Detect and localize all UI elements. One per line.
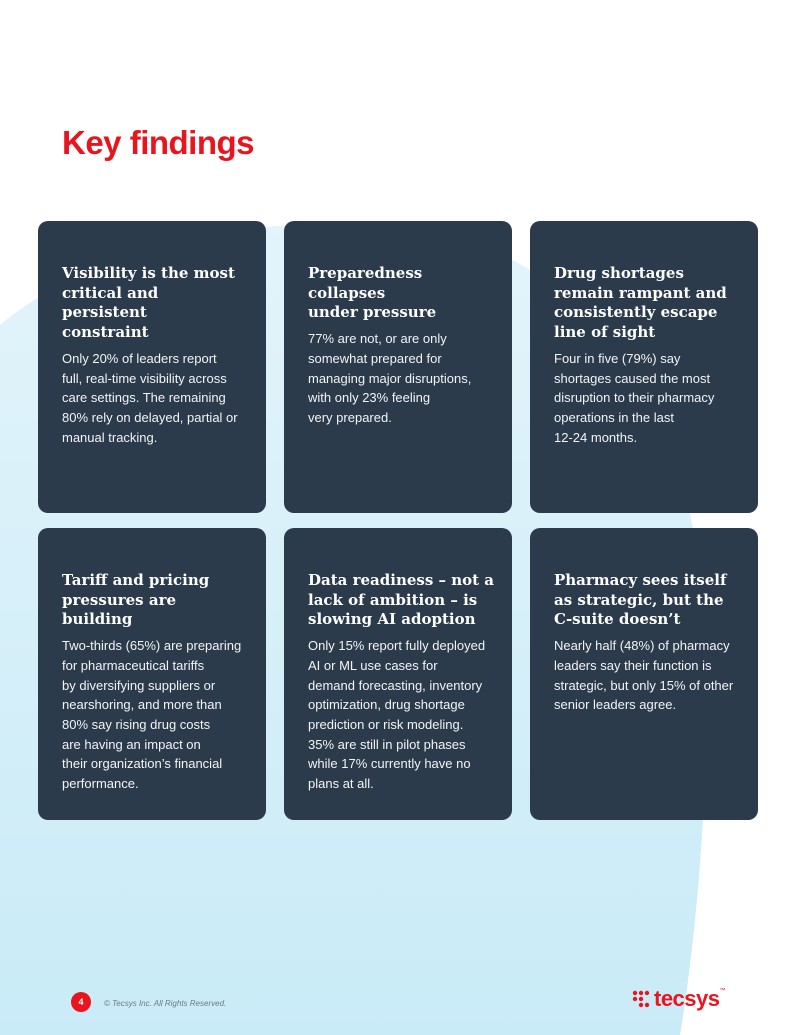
body-line: full, real-time visibility across <box>62 370 227 386</box>
card-body <box>308 329 494 428</box>
finding-card-data-readiness <box>284 528 512 820</box>
title-line: constraint <box>62 323 149 342</box>
body-line: 77% are not, or are only <box>308 331 447 347</box>
logo-trademark: ™ <box>719 988 726 994</box>
body-line: their organization’s financial <box>62 756 223 772</box>
body-line: nearshoring, and more than <box>62 697 222 713</box>
title-line: Tariff and pricing <box>62 571 210 589</box>
card-title <box>308 571 494 630</box>
title-line: remain rampant and <box>554 283 727 302</box>
body-line: 80% rely on delayed, partial or <box>62 409 238 425</box>
title-line: lack of ambition – is <box>308 590 478 609</box>
body-line: by diversifying suppliers or <box>62 677 216 693</box>
body-line: 35% are still in pilot phases <box>308 736 466 752</box>
card-body <box>62 636 248 794</box>
tecsys-dots-icon <box>632 990 652 1008</box>
title-line: as strategic, but the <box>554 590 724 609</box>
body-line: performance. <box>62 776 139 792</box>
body-line: with only 23% feeling <box>308 390 431 406</box>
body-line: Only 20% of leaders report <box>62 350 217 366</box>
body-line: demand forecasting, inventory <box>308 677 483 693</box>
page-number-badge: 4 <box>71 992 91 1012</box>
card-title <box>308 264 494 323</box>
body-line: care settings. The remaining <box>62 390 226 406</box>
body-line: optimization, drug shortage <box>308 697 465 713</box>
body-line: managing major disruptions, <box>308 370 472 386</box>
body-line: strategic, but only 15% of other <box>554 677 734 693</box>
body-line: Four in five (79%) say <box>554 350 681 366</box>
finding-card-preparedness <box>284 221 512 513</box>
finding-card-tariff-pricing <box>38 528 266 820</box>
body-line: Only 15% report fully deployed <box>308 638 486 654</box>
body-line: Two-thirds (65%) are preparing <box>62 638 242 654</box>
title-line: C-suite doesn’t <box>554 610 681 629</box>
body-line: plans at all. <box>308 776 374 792</box>
title-line: Data readiness – not a <box>308 571 495 589</box>
card-title <box>554 264 740 343</box>
body-line: 12-24 months. <box>554 429 638 445</box>
title-line: under pressure <box>308 303 437 322</box>
title-line: critical and persistent <box>62 283 159 322</box>
body-line: shortages caused the most <box>554 370 711 386</box>
body-line: senior leaders agree. <box>554 697 677 713</box>
card-body <box>62 349 248 448</box>
body-line: AI or ML use cases for <box>308 657 438 673</box>
card-title <box>554 571 740 630</box>
card-title <box>62 571 248 630</box>
title-line: pressures are building <box>62 590 177 629</box>
body-line: prediction or risk modeling. <box>308 716 464 732</box>
title-line: Visibility is the most <box>62 264 235 282</box>
finding-card-drug-shortages <box>530 221 758 513</box>
card-body <box>554 636 740 715</box>
body-line: for pharmaceutical tariffs <box>62 657 205 673</box>
tecsys-logo <box>632 986 726 1012</box>
card-title <box>62 264 248 343</box>
logo-wordmark: tecsys <box>654 986 720 1011</box>
page-title: Key findings <box>62 124 255 161</box>
title-line: Pharmacy sees itself <box>554 571 727 589</box>
title-line: Drug shortages <box>554 264 684 282</box>
findings-grid <box>38 221 757 820</box>
body-line: Nearly half (48%) of pharmacy <box>554 638 730 654</box>
body-line: operations in the last <box>554 409 674 425</box>
body-line: leaders say their function is <box>554 657 712 673</box>
body-line: disruption to their pharmacy <box>554 390 715 406</box>
card-body <box>554 349 740 448</box>
copyright-text: © Tecsys Inc. All Rights Reserved. <box>104 999 227 1008</box>
finding-card-pharmacy-strategic <box>530 528 758 820</box>
finding-card-visibility <box>38 221 266 513</box>
body-line: 80% say rising drug costs <box>62 716 211 732</box>
title-line: slowing AI adoption <box>308 610 476 629</box>
body-line: while 17% currently have no <box>308 756 471 772</box>
title-line: Preparedness collapses <box>308 264 423 302</box>
body-line: manual tracking. <box>62 429 158 445</box>
body-line: very prepared. <box>308 409 392 425</box>
body-line: are having an impact on <box>62 736 201 752</box>
title-line: line of sight <box>554 323 656 342</box>
card-body <box>308 636 494 794</box>
title-line: consistently escape <box>554 303 718 322</box>
body-line: somewhat prepared for <box>308 350 442 366</box>
